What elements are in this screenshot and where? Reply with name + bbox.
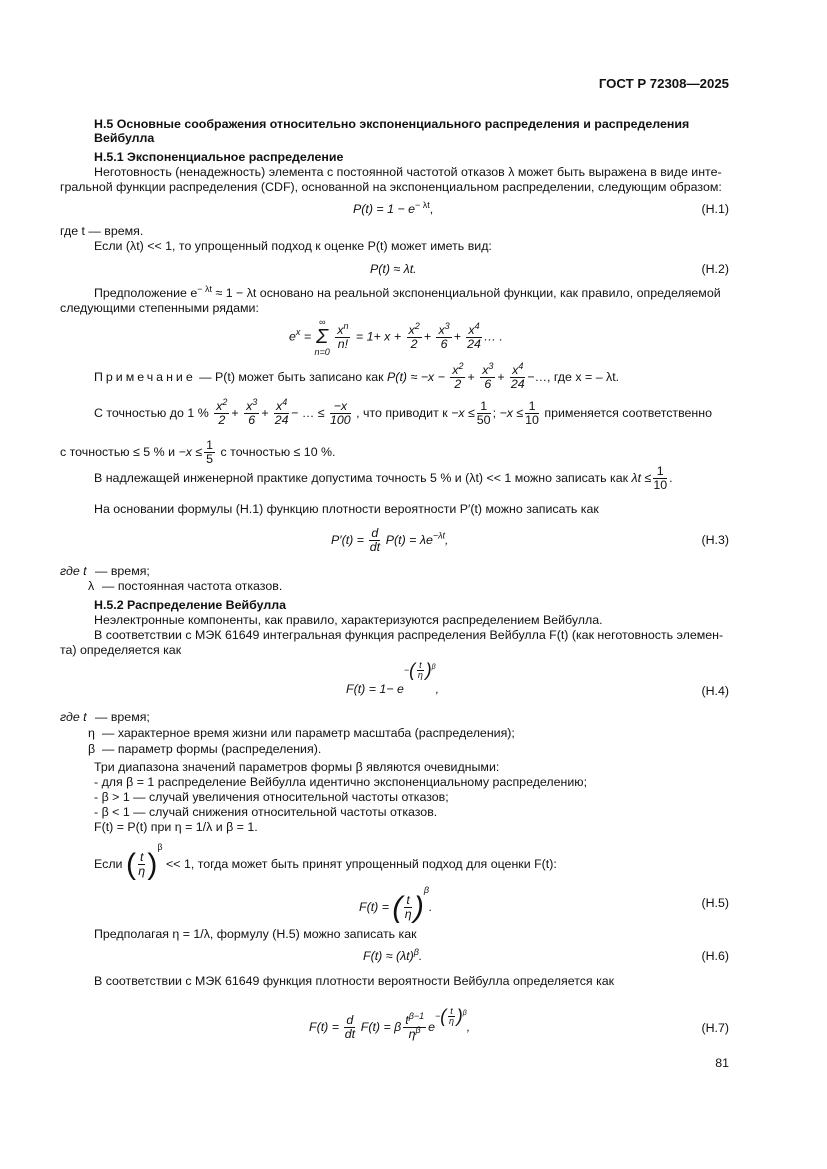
ranges-line3: - β > 1 — случай увеличения относительной частоты отказов; [94, 790, 449, 804]
where2-t-symbol: где t [60, 710, 87, 724]
accuracy-line: С точностью до 1 % $\frac{x^2}{2}$ + $\frac{x^3}{6}$ + $\frac{x^4}{24}$ − … ≤ $\frac{-x}{100}$ , что приводит к −x ≤ $\frac{1}{50}$ ; −x ≤ $\frac{1}{10}$ применяется соответственно [94, 396, 713, 427]
equation-h6: $F(t) \approx (\lambda t)^\beta$. [363, 946, 423, 963]
paragraph-1-line2: гральной функции распределения (CDF), основанной на экспоненциальном распределении, следующим образом: [60, 180, 722, 194]
ranges-line5: F(t) = P(t) при η = 1/λ и β = 1. [94, 820, 258, 834]
where1-t-symbol: где t [60, 564, 87, 578]
paragraph-4-line2: следующими степенными рядами: [60, 301, 259, 315]
ranges-line1: Три диапазона значений параметров формы β являются очевидными: [94, 760, 500, 774]
paragraph-6: Неэлектронные компоненты, как правило, характеризуются распределением Вейбулла. [94, 613, 603, 627]
ranges-line2: - для β = 1 распределение Вейбулла идентично экспоненциальному распределению; [94, 775, 588, 789]
paragraph-9: В соответствии с МЭК 61649 функция плотности вероятности Вейбулла определяется как [94, 974, 615, 988]
equation-h6-number: (Н.6) [701, 949, 729, 963]
equation-h2-number: (Н.2) [701, 262, 729, 276]
paragraph-4-line1: Предположение $e^{- \lambda t} \approx 1 - \lambda t$ основано на реальной экспоненциальной функции, как правило, определяемой [94, 283, 721, 300]
note-label: Примечание [94, 369, 196, 384]
equation-h4: F(t) = 1− e−( $\frac{t}{\eta}$ )$^\beta$, [346, 660, 440, 696]
paragraph-1-line1: Неготовность (ненадежность) элемента с постоянной частотой отказов λ может быть выражена в виде инте- [94, 165, 722, 179]
equation-h5: F(t) = ( $\frac{t}{\eta}$ )$^\beta$. [359, 885, 433, 925]
paragraph-5: На основании формулы (Н.1) функцию плотности вероятности P′(t) можно записать как [94, 502, 599, 516]
equation-h3-number: (Н.3) [701, 533, 729, 547]
where2-beta-text: — параметр формы (распределения). [102, 742, 322, 756]
section-h5-title-line1: Н.5 Основные соображения относительно экспоненциального распределения и распределения [94, 117, 690, 131]
where2-t-text: — время; [95, 710, 150, 724]
paragraph-2: где t — время. [60, 224, 144, 238]
equation-h5-number: (Н.5) [701, 896, 729, 910]
paragraph-8: Предполагая η = 1/λ, формулу (Н.5) можно записать как [94, 927, 417, 941]
where1-lambda-text: — постоянная частота отказов. [102, 579, 283, 593]
equation-h7-number: (Н.7) [701, 1021, 729, 1035]
equation-h7: F(t) = $\frac{d}{dt}$ F(t) = β $\frac{t^{\beta-1}}{\eta^\beta}$ e−( $\frac{t}{\eta}$ )$^\beta$, [309, 1006, 471, 1042]
ranges-line4: - β < 1 — случай снижения относительной частоты отказов. [94, 805, 438, 819]
page-number: 81 [715, 1056, 729, 1070]
where1-lambda-symbol: λ [88, 579, 95, 593]
where1-t-text: — время; [95, 564, 150, 578]
accuracy-line-2: с точностью ≤ 5 % и −x ≤ $\frac{1}{5}$ с точностью ≤ 10 %. [60, 438, 336, 466]
note-line: Примечание — P(t) может быть записано как P(t) ≈ −x − $\frac{x^2}{2}$ + $\frac{x^3}{6}$ + $\frac{x^4}{24}$ −…, где x = – λt. [94, 360, 620, 391]
equation-h3: P′(t) = $\frac{d}{dt}$ $P(t) = \lambda e^{-\lambda t}$, [331, 526, 449, 554]
if-line: Если ( $\frac{t}{\eta}$ )$^\beta$ << 1, тогда может быть принят упрощенный подход для оценки F(t): [94, 842, 557, 882]
equation-h1-number: (Н.1) [701, 202, 729, 216]
paragraph-3: Если (λt) << 1, то упрощенный подход к оценке P(t) может иметь вид: [94, 239, 492, 253]
paragraph-7-line2: та) определяется как [60, 643, 182, 657]
power-series-equation: $e^x$ = ∞ Σ n=0 $\frac{x^n}{n!}$ = 1+ x + $\frac{x^2}{2}$ + $\frac{x^3}{6}$ + $\frac{x^4}{24}$ … . [289, 317, 503, 357]
section-h5-title-line2: Вейбулла [94, 131, 155, 145]
where2-beta-symbol: β [88, 742, 96, 756]
equation-h1: $P(t) = 1 - e^{- \lambda t}$, [353, 199, 434, 216]
paragraph-7-line1: В соответствии с МЭК 61649 интегральная функция распределения Вейбулла F(t) (как неготовность элемен- [94, 628, 724, 642]
section-h52-title: Н.5.2 Распределение Вейбулла [94, 598, 286, 612]
equation-h4-number: (Н.4) [701, 684, 729, 698]
document-id: ГОСТ Р 72308—2025 [598, 76, 729, 91]
equation-h2: P(t) ≈ λt. [370, 262, 417, 276]
where2-eta-text: — характерное время жизни или параметр масштаба (распределения); [102, 726, 515, 740]
where2-eta-symbol: η [88, 726, 95, 740]
practice-line: В надлежащей инженерной практике допустима точность 5 % и (λt) << 1 можно записать как λt ≤ $\frac{1}{10}$ . [94, 464, 673, 492]
section-h51-title: Н.5.1 Экспоненциальное распределение [94, 150, 344, 164]
